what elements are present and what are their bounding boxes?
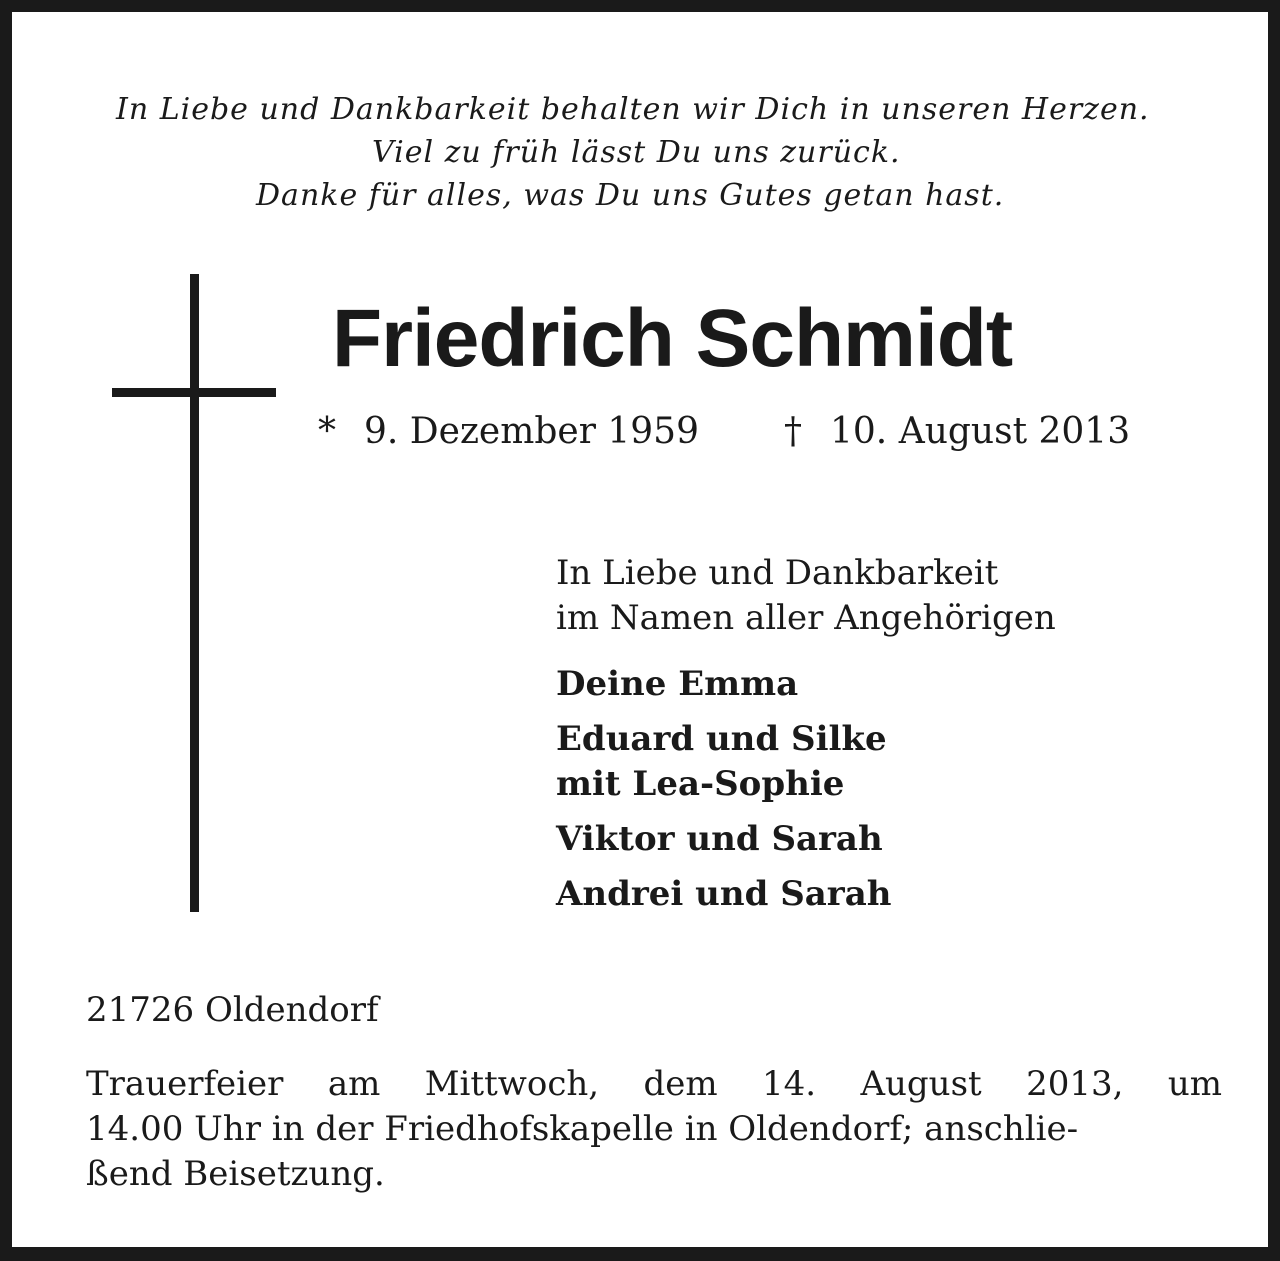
funeral-word: am — [327, 1064, 381, 1104]
birth-date: 9. Dezember 1959 — [364, 411, 699, 452]
birth-symbol: * — [318, 411, 336, 452]
cross-icon-horizontal-bar — [112, 388, 276, 397]
funeral-word: Mittwoch, — [424, 1064, 600, 1104]
thanks-line-2: im Namen aller Angehörigen — [556, 598, 1056, 638]
place-of-residence: 21726 Oldendorf — [86, 990, 379, 1030]
deceased-name: Friedrich Schmidt — [332, 293, 1013, 384]
signer: mit Lea-Sophie — [556, 764, 845, 804]
funeral-line-3: ßend Beisetzung. — [86, 1154, 385, 1194]
funeral-line-2: 14.00 Uhr in der Friedhofskapelle in Oldendorf; anschlie- — [86, 1109, 1079, 1149]
cross-icon-vertical-bar — [190, 274, 199, 912]
funeral-word: 14. — [762, 1064, 817, 1104]
verse-line-1: In Liebe und Dankbarkeit behalten wir Dich in unseren Herzen. — [116, 92, 1150, 127]
funeral-word: um — [1167, 1064, 1222, 1104]
death-date: 10. August 2013 — [830, 411, 1131, 452]
funeral-word: 2013, — [1026, 1064, 1124, 1104]
funeral-word: Trauerfeier — [86, 1064, 284, 1104]
signer: Deine Emma — [556, 664, 799, 704]
signer: Andrei und Sarah — [556, 874, 892, 914]
funeral-word: August — [860, 1064, 982, 1104]
funeral-line-1 — [86, 1062, 1222, 1107]
verse-line-3: Danke für alles, was Du uns Gutes getan hast. — [256, 178, 1005, 213]
verse-line-2: Viel zu früh lässt Du uns zurück. — [372, 135, 901, 170]
funeral-details — [86, 1062, 1222, 1197]
signer: Viktor und Sarah — [556, 819, 883, 859]
thanks-line-1: In Liebe und Dankbarkeit — [556, 553, 999, 593]
death-symbol: † — [784, 411, 802, 452]
funeral-word: dem — [643, 1064, 718, 1104]
signer: Eduard und Silke — [556, 719, 887, 759]
